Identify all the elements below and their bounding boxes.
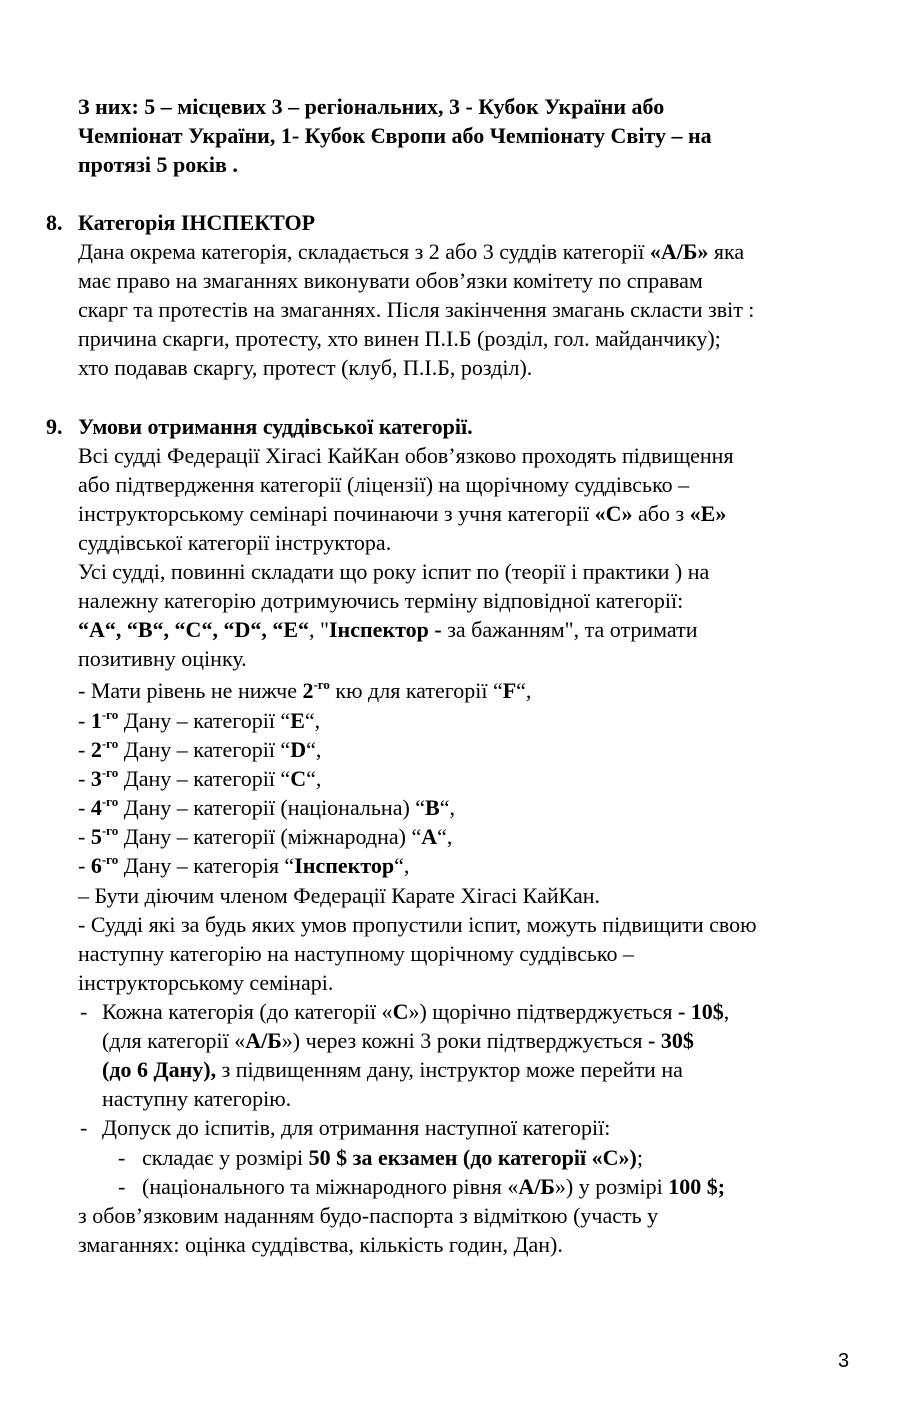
section-9-line-7: “А“, “В“, “С“, “D“, “Е“, "Інспектор - за бажанням", та отримати <box>78 617 698 642</box>
section-8-line-5: хто подавав скаргу, протест (клуб, П.І.Б, розділ). <box>78 355 533 380</box>
section-9-line-6: належну категорію дотримуючись терміну відповідної категорії: <box>78 588 684 613</box>
bullet-dash: - <box>80 1115 88 1140</box>
section-8-line-4: причина скарги, протесту, хто винен П.І.Б (розділ, гол. майданчику); <box>78 326 721 351</box>
missed-exam-line-2: наступну категорію на наступному щорічному суддівсько – <box>78 941 634 966</box>
section-9-line-2: або підтвердження категорії (ліцензії) на щорічному суддівсько – <box>78 472 690 497</box>
rank-requirement-kyu: - Мати рівень не нижче $2^{-го}$ кю для категорії “F“, <box>78 676 532 703</box>
section-9-number: 9. <box>46 414 63 439</box>
missed-exam-line-3: інструкторському семінарі. <box>78 970 334 995</box>
rank-requirement: - $4^{-го}$ Дану – категорії (національна) “В“, <box>78 793 455 820</box>
section-8-line-2: має право на змаганнях виконувати обов’язки комітету по справам <box>78 268 703 293</box>
confirmation-line-4: наступну категорію. <box>102 1086 292 1111</box>
section-9-line-5: Усі судді, повинні складати що року іспит по (теорії і практики ) на <box>78 559 710 584</box>
section-9-line-8: позитивну оцінку. <box>78 646 247 671</box>
missed-exam-line-1: - Судді які за будь яких умов пропустили іспит, можуть підвищити свою <box>78 912 757 937</box>
section-8-title: Категорія ІНСПЕКТОР <box>78 210 316 235</box>
section-9-title: Умови отримання суддівської категорії. <box>78 414 473 439</box>
exam-fee-line-1: складає у розмірі 50 $ за екзамен (до категорії «С»); <box>142 1145 643 1170</box>
section-8-number: 8. <box>46 210 63 235</box>
confirmation-line-2: (для категорії «А/Б») через кожні 3 роки підтверджується - 30$ <box>102 1028 694 1053</box>
passport-line-2: змаганнях: оцінка суддівства, кількість годин, Дан). <box>78 1232 563 1257</box>
exam-admission-line: Допуск до іспитів, для отримання наступної категорії: <box>102 1115 611 1140</box>
rank-requirement: - $3^{-го}$ Дану – категорії “С“, <box>78 764 322 791</box>
exam-fee-line-2: (національного та міжнародного рівня «А/Б») у розмірі 100 $; <box>142 1174 726 1199</box>
rank-requirement: - $2^{-го}$ Дану – категорії “D“, <box>78 735 322 762</box>
rank-requirement: - $1^{-го}$ Дану – категорії “Е“, <box>78 706 321 733</box>
intro-line-1: З них: 5 – місцевих 3 – регіональних, 3 - Кубок України або <box>78 94 665 119</box>
section-9-line-4: суддівської категорії інструктора. <box>78 530 392 555</box>
sub-bullet-dash: - <box>118 1174 126 1199</box>
section-8-line-1: Дана окрема категорія, складається з 2 або 3 суддів категорії «А/Б» яка <box>78 239 745 264</box>
passport-line-1: з обов’язковим наданням будо-паспорта з відміткою (участь у <box>78 1203 659 1228</box>
sub-bullet-dash: - <box>118 1145 126 1170</box>
section-9-line-3: інструкторському семінарі починаючи з учня категорії «С» або з «Е» <box>78 501 727 526</box>
page-number: 3 <box>838 1350 850 1372</box>
section-9-line-1: Всі судді Федерації Хігасі КайКан обов’язково проходять підвищення <box>78 443 734 468</box>
intro-line-2: Чемпіонат України, 1- Кубок Європи або Чемпіонату Світу – на <box>78 123 712 148</box>
intro-line-3: протязі 5 років . <box>78 152 238 177</box>
confirmation-line-3: (до 6 Дану), з підвищенням дану, інструктор може перейти на <box>102 1057 683 1082</box>
confirmation-line-1: Кожна категорія (до категорії «С») щорічно підтверджується - 10$, <box>102 999 730 1024</box>
membership-requirement: – Бути діючим членом Федерації Карате Хігасі КайКан. <box>78 883 601 908</box>
rank-requirement: - $6^{-го}$ Дану – категорія “Інспектор“, <box>78 851 410 878</box>
section-8-line-3: скарг та протестів на змаганнях. Після закінчення змагань скласти звіт : <box>78 297 755 322</box>
rank-requirement: - $5^{-го}$ Дану – категорії (міжнародна) “А“, <box>78 822 453 849</box>
bullet-dash: - <box>80 999 88 1024</box>
